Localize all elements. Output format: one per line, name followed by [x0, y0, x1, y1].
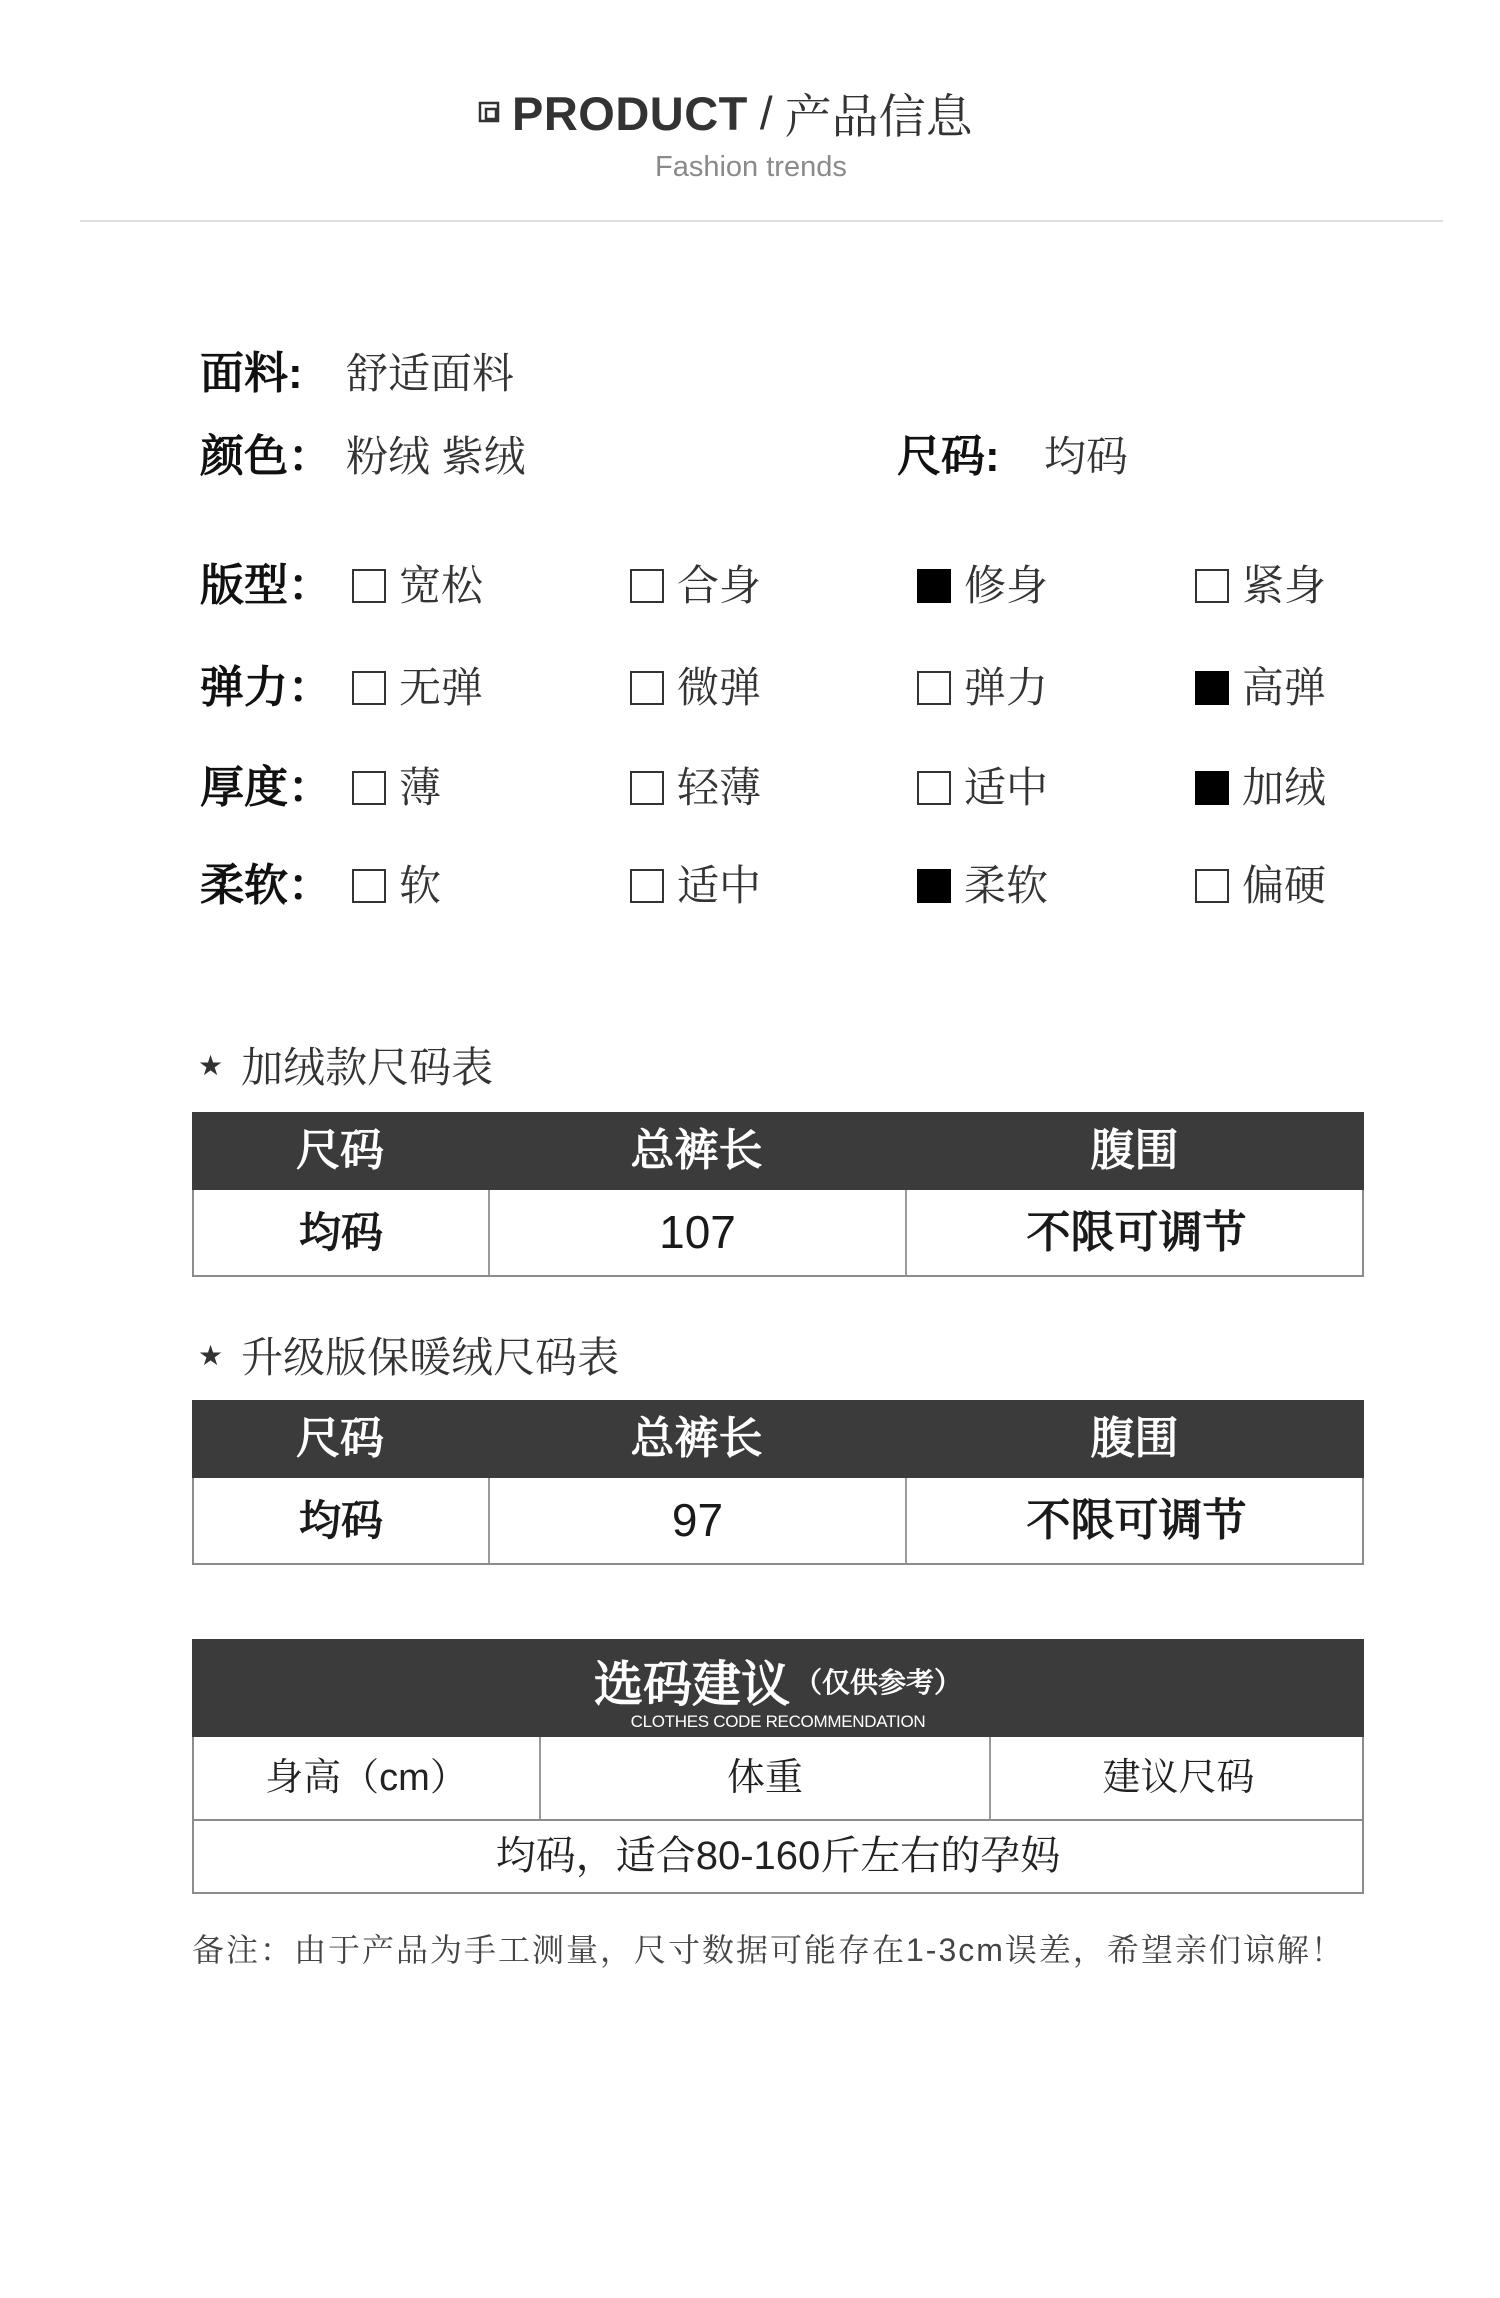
- elasticity-option: [1195, 662, 1326, 714]
- table-header-row: [192, 1112, 1364, 1190]
- fit-option: [630, 560, 761, 612]
- measurement-note: 备注：由于产品为手工测量，尺寸数据可能存在1-3cm误差，希望亲们谅解！: [192, 1932, 1345, 1968]
- option-label: 软: [399, 862, 442, 909]
- product-box-icon: [478, 101, 502, 125]
- size-table: [192, 1400, 1364, 1565]
- star-icon: ★: [198, 1049, 224, 1081]
- header-length: 总裤长: [630, 1126, 763, 1175]
- thickness-option: [1195, 762, 1326, 814]
- cell-waist: 不限可调节: [1026, 1496, 1247, 1545]
- checkbox: [352, 671, 386, 705]
- checkbox: [1195, 869, 1229, 903]
- recommendation-title-note: （仅供参考）: [794, 1667, 963, 1698]
- thickness-option: [917, 762, 1048, 814]
- option-label: 高弹: [1242, 664, 1327, 711]
- elasticity-option: [352, 662, 483, 714]
- checkbox: [352, 869, 386, 903]
- cell-length: 97: [490, 1478, 907, 1563]
- size-table: [192, 1112, 1364, 1277]
- checkbox: [630, 869, 664, 903]
- cell-size: 均码: [194, 1478, 490, 1563]
- header-height: 身高（cm）: [194, 1737, 541, 1819]
- size-recommendation-table: [192, 1639, 1364, 1894]
- checkbox: [917, 771, 951, 805]
- option-label: 适中: [677, 862, 762, 909]
- header-size: 尺码: [296, 1126, 384, 1175]
- thickness-option: [352, 762, 441, 814]
- softness-option: [1195, 860, 1326, 912]
- checkbox: [630, 671, 664, 705]
- checkbox: [352, 771, 386, 805]
- product-header: [478, 80, 973, 146]
- title-en: PRODUCT: [512, 86, 748, 140]
- recommendation-row: 均码，适合80-160斤左右的孕妈: [192, 1821, 1364, 1894]
- header-size: 尺码: [296, 1414, 384, 1463]
- size-table-title-text: 加绒款尺码表: [241, 1044, 494, 1091]
- checkbox: [352, 569, 386, 603]
- fit-option: [1195, 560, 1326, 612]
- color-label: 颜色：: [200, 432, 332, 481]
- header-suggested-size: 建议尺码: [1102, 1757, 1255, 1799]
- recommendation-title-main: 选码建议: [593, 1658, 790, 1712]
- option-label: 修身: [964, 562, 1049, 609]
- softness-option: [352, 860, 441, 912]
- size-table-title-text: 升级版保暖绒尺码表: [241, 1334, 620, 1381]
- fit-option: [352, 560, 483, 612]
- header-subtitle: Fashion trends: [655, 151, 847, 183]
- color-value: 粉绒 紫绒: [346, 433, 526, 480]
- option-label: 薄: [399, 764, 442, 811]
- elasticity-option: [630, 662, 761, 714]
- checkbox: [917, 671, 951, 705]
- option-label: 柔软: [964, 862, 1049, 909]
- table-row: [192, 1190, 1364, 1277]
- checkbox: [917, 869, 951, 903]
- recommendation-title: [192, 1653, 1364, 1712]
- size-label: 尺码:: [897, 432, 1000, 481]
- fit-option: [917, 560, 1048, 612]
- elasticity-label: 弹力：: [200, 663, 332, 712]
- option-label: 偏硬: [1242, 862, 1327, 909]
- softness-option: [630, 860, 761, 912]
- size-table-title: [198, 1039, 493, 1091]
- checkbox: [630, 569, 664, 603]
- cell-length: 107: [490, 1190, 907, 1275]
- thickness-option: [630, 762, 761, 814]
- softness-label: 柔软：: [200, 861, 332, 910]
- fabric-label: 面料:: [200, 349, 303, 398]
- table-row: [192, 1478, 1364, 1565]
- checkbox: [1195, 771, 1229, 805]
- header-waist: 腹围: [1090, 1414, 1179, 1463]
- size-table-title: [198, 1329, 619, 1381]
- header-waist: 腹围: [1090, 1126, 1179, 1175]
- option-label: 无弹: [399, 664, 484, 711]
- title-cn: 产品信息: [784, 89, 973, 143]
- header-weight: 体重: [541, 1737, 991, 1819]
- option-label: 合身: [677, 562, 762, 609]
- table-header-row: [192, 1400, 1364, 1478]
- checkbox: [1195, 569, 1229, 603]
- title-separator: /: [759, 87, 773, 139]
- checkbox: [917, 569, 951, 603]
- recommendation-subtitle: CLOTHES CODE RECOMMENDATION: [630, 1712, 926, 1731]
- option-label: 适中: [964, 764, 1049, 811]
- recommendation-column-headers: [192, 1737, 1364, 1821]
- cell-size: 均码: [194, 1190, 490, 1275]
- option-label: 宽松: [399, 562, 484, 609]
- option-label: 加绒: [1242, 764, 1327, 811]
- elasticity-option: [917, 662, 1048, 714]
- option-label: 微弹: [677, 664, 762, 711]
- header-divider: [80, 220, 1443, 222]
- option-label: 弹力: [964, 664, 1049, 711]
- thickness-label: 厚度：: [200, 763, 332, 812]
- option-label: 轻薄: [677, 764, 762, 811]
- size-value: 均码: [1044, 433, 1129, 480]
- fit-label: 版型：: [200, 561, 332, 610]
- checkbox: [1195, 671, 1229, 705]
- softness-option: [917, 860, 1048, 912]
- cell-waist: 不限可调节: [1026, 1208, 1247, 1257]
- checkbox: [630, 771, 664, 805]
- option-label: 紧身: [1242, 562, 1327, 609]
- recommendation-header: [192, 1639, 1364, 1737]
- fabric-value: 舒适面料: [346, 350, 515, 397]
- header-length: 总裤长: [630, 1414, 763, 1463]
- star-icon: ★: [198, 1339, 224, 1371]
